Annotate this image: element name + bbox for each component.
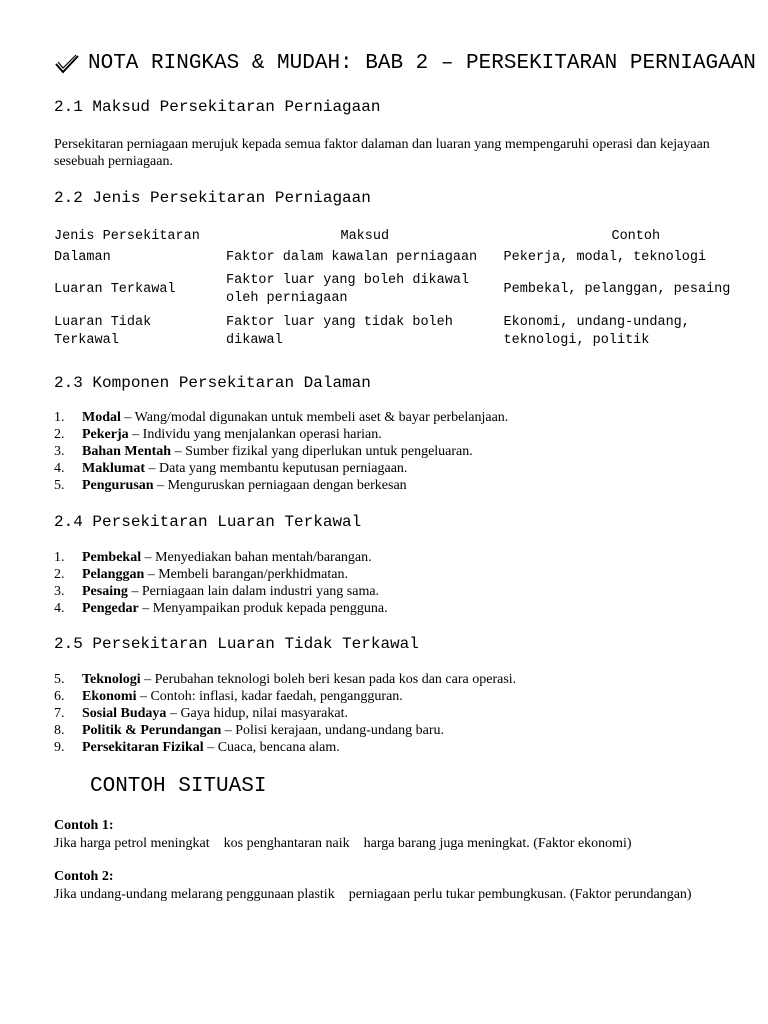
list-item	[54, 549, 388, 566]
section-2-1-text: Persekitaran perniagaan merujuk kepada semua faktor dalaman dan luaran yang mempengaruhi operasi dan kejayaan sesebuah perniagaan.	[54, 137, 710, 169]
table-cell: Ekonomi, undang-undang, teknologi, politik	[503, 315, 690, 348]
section-heading-2-1: 2.1 Maksud Persekitaran Perniagaan	[54, 98, 381, 116]
list-desc: – Membeli barangan/perkhidmatan.	[144, 567, 348, 582]
jenis-table	[54, 227, 768, 353]
table-cell: Faktor luar yang tidak boleh dikawal	[226, 315, 453, 348]
example-text: Jika harga petrol meningkat kos penghantaran naik harga barang juga meningkat. (Faktor ekonomi)	[54, 836, 632, 851]
list-desc: – Contoh: inflasi, kadar faedah, pengangguran.	[136, 689, 403, 704]
list-desc: – Gaya hidup, nilai masyarakat.	[166, 706, 348, 721]
list-term: Politik & Perundangan	[82, 723, 222, 738]
luaran-tidak-terkawal-list	[54, 671, 516, 756]
example-text: Jika undang-undang melarang penggunaan plastik perniagaan perlu tukar pembungkusan. (Faktor perundangan)	[54, 887, 692, 902]
list-item	[54, 409, 508, 426]
list-number: 1.	[54, 550, 65, 565]
table-cell: Pekerja, modal, teknologi	[503, 250, 707, 265]
list-number: 7.	[54, 706, 65, 721]
example-label: Contoh 1:	[54, 818, 114, 833]
list-term: Pengurusan	[82, 478, 154, 493]
section-heading-2-2: 2.2 Jenis Persekitaran Perniagaan	[54, 189, 371, 207]
list-item	[54, 477, 508, 494]
list-number: 2.	[54, 427, 65, 442]
list-number: 5.	[54, 478, 65, 493]
check-icon	[54, 53, 80, 75]
list-item	[54, 600, 388, 617]
list-term: Ekonomi	[82, 689, 137, 704]
list-item	[54, 705, 516, 722]
list-term: Pembekal	[82, 550, 142, 565]
table-cell: Pembekal, pelanggan, pesaing	[503, 282, 731, 297]
list-term: Teknologi	[82, 672, 141, 687]
situasi-heading: CONTOH SITUASI	[90, 775, 267, 798]
list-desc: – Menyediakan bahan mentah/barangan.	[141, 550, 372, 565]
table-cell: Faktor dalam kawalan perniagaan	[226, 250, 478, 265]
section-heading-2-5: 2.5 Persekitaran Luaran Tidak Terkawal	[54, 635, 419, 653]
page-title-text: NOTA RINGKAS & MUDAH: BAB 2 – PERSEKITARAN PERNIAGAAN	[88, 52, 756, 75]
list-number: 8.	[54, 723, 65, 738]
list-item	[54, 722, 516, 739]
luaran-terkawal-list	[54, 549, 388, 617]
table-header-row	[54, 227, 768, 247]
table-header: Contoh	[611, 229, 661, 244]
list-desc: – Polisi kerajaan, undang-undang baru.	[221, 723, 445, 738]
list-term: Pesaing	[82, 584, 128, 599]
list-item	[54, 566, 388, 583]
list-item	[54, 443, 508, 460]
list-desc: – Individu yang menjalankan operasi harian.	[128, 427, 382, 442]
list-item	[54, 460, 508, 477]
table-cell: Luaran Terkawal	[54, 282, 176, 297]
list-term: Pelanggan	[82, 567, 145, 582]
list-number: 9.	[54, 740, 65, 755]
list-desc: – Menguruskan perniagaan dengan berkesan	[153, 478, 407, 493]
list-number: 4.	[54, 461, 65, 476]
table-cell: Luaran Tidak Terkawal	[54, 315, 152, 348]
table-row	[54, 269, 768, 311]
list-term: Pekerja	[82, 427, 129, 442]
list-desc: – Sumber fizikal yang diperlukan untuk pengeluaran.	[171, 444, 473, 459]
list-number: 1.	[54, 410, 65, 425]
list-number: 5.	[54, 672, 65, 687]
list-item	[54, 688, 516, 705]
list-number: 6.	[54, 689, 65, 704]
table-cell: Dalaman	[54, 250, 111, 265]
table-cell: Faktor luar yang boleh dikawal oleh perniagaan	[226, 273, 470, 306]
example-label: Contoh 2:	[54, 869, 114, 884]
list-item	[54, 426, 508, 443]
list-item	[54, 739, 516, 756]
list-term: Persekitaran Fizikal	[82, 740, 204, 755]
list-term: Maklumat	[82, 461, 145, 476]
list-number: 2.	[54, 567, 65, 582]
list-desc: – Perubahan teknologi boleh beri kesan pada kos dan cara operasi.	[140, 672, 517, 687]
list-desc: – Cuaca, bencana alam.	[203, 740, 340, 755]
list-number: 3.	[54, 584, 65, 599]
list-desc: – Perniagaan lain dalam industri yang sama.	[127, 584, 380, 599]
list-number: 3.	[54, 444, 65, 459]
section-heading-2-4: 2.4 Persekitaran Luaran Terkawal	[54, 513, 362, 531]
dalaman-list	[54, 409, 508, 494]
list-number: 4.	[54, 601, 65, 616]
table-row	[54, 311, 768, 353]
list-desc: – Wang/modal digunakan untuk membeli aset & bayar perbelanjaan.	[120, 410, 509, 425]
list-term: Pengedar	[82, 601, 139, 616]
list-term: Bahan Mentah	[82, 444, 172, 459]
table-header: Jenis Persekitaran	[54, 229, 200, 244]
list-item	[54, 583, 388, 600]
page-title	[54, 52, 756, 75]
table-row	[54, 247, 768, 269]
list-term: Sosial Budaya	[82, 706, 167, 721]
table-header: Maksud	[340, 229, 390, 244]
list-item	[54, 671, 516, 688]
section-heading-2-3: 2.3 Komponen Persekitaran Dalaman	[54, 374, 371, 392]
list-desc: – Menyampaikan produk kepada pengguna.	[138, 601, 388, 616]
list-term: Modal	[82, 410, 121, 425]
list-desc: – Data yang membantu keputusan perniagaan.	[145, 461, 408, 476]
